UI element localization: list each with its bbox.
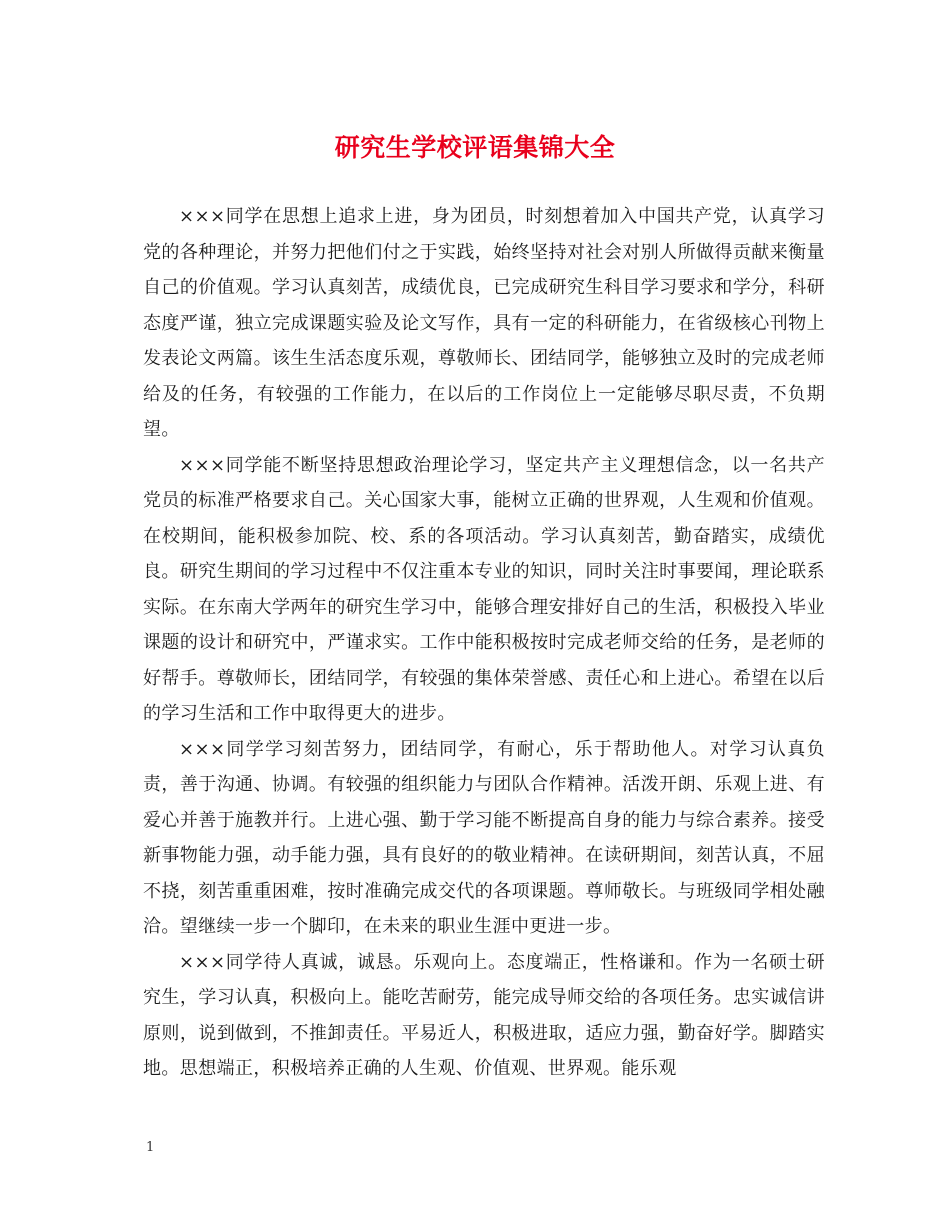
paragraph-4: ×××同学待人真诚，诚恳。乐观向上。态度端正，性格谦和。作为一名硕士研究生，学习认真，积极向上。能吃苦耐劳，能完成导师交给的各项任务。忠实诚信讲原则，说到做到，不推卸责任。平易近人，积极进取，适应力强，勤奋好学。脚踏实地。思想端正，积极培养正确的人生观、价值观、世界观。能乐观 bbox=[143, 951, 825, 1079]
paragraph-3: ×××同学学习刻苦努力，团结同学，有耐心，乐于帮助他人。对学习认真负责，善于沟通、协调。有较强的组织能力与团队合作精神。活泼开朗、乐观上进、有爱心并善于施教并行。上进心强、勤于学习能不断提高自身的能力与综合素养。接受新事物能力强，动手能力强，具有良好的的敬业精神。在读研期间，刻苦认真，不屈不挠，刻苦重重困难，按时准确完成交代的各项课题。尊师敬长。与班级同学相处融洽。望继续一步一个脚印，在未来的职业生涯中更进一步。 bbox=[143, 738, 825, 937]
document-body bbox=[143, 199, 825, 1087]
paragraph-1: ×××同学在思想上追求上进，身为团员，时刻想着加入中国共产党，认真学习党的各种理论，并努力把他们付之于实践，始终坚持对社会对别人所做得贡献来衡量自己的价值观。学习认真刻苦，成绩优良，已完成研究生科目学习要求和学分，科研态度严谨，独立完成课题实验及论文写作，具有一定的科研能力，在省级核心刊物上发表论文两篇。该生生活态度乐观，尊敬师长、团结同学，能够独立及时的完成老师给及的任务，有较强的工作能力，在以后的工作岗位上一定能够尽职尽责，不负期望。 bbox=[143, 206, 825, 440]
paragraph-2: ×××同学能不断坚持思想政治理论学习，坚定共产主义理想信念，以一名共产党员的标准严格要求自己。关心国家大事，能树立正确的世界观，人生观和价值观。在校期间，能积极参加院、校、系的各项活动。学习认真刻苦，勤奋踏实，成绩优良。研究生期间的学习过程中不仅注重本专业的知识，同时关注时事要闻，理论联系实际。在东南大学两年的研究生学习中，能够合理安排好自己的生活，积极投入毕业课题的设计和研究中，严谨求实。工作中能积极按时完成老师交给的任务，是老师的好帮手。尊敬师长，团结同学，有较强的集体荣誉感、责任心和上进心。希望在以后的学习生活和工作中取得更大的进步。 bbox=[143, 454, 825, 724]
document-title: 研究生学校评语集锦大全 bbox=[334, 133, 616, 162]
page-number: 1 bbox=[146, 1140, 155, 1155]
